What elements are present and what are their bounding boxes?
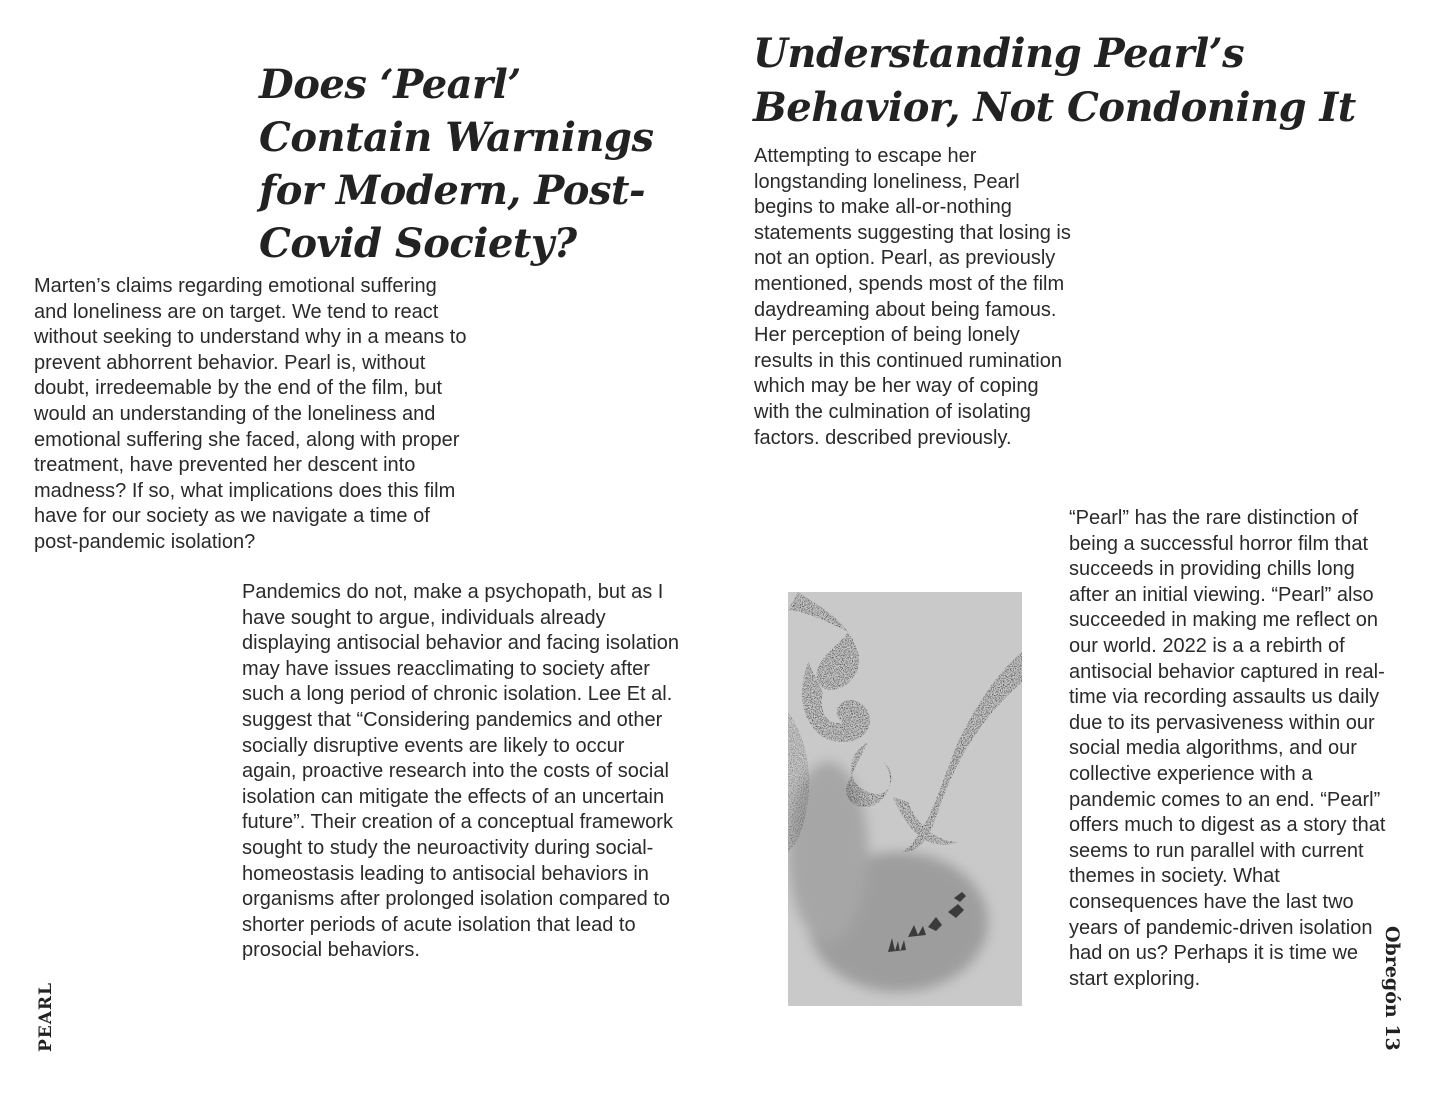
left-paragraph-1: Marten’s claims regarding emotional suffering and loneliness are on target. We tend to react without seeking to understand why in a means to prevent abhorrent behavior. Pearl is, without doubt, irredeemable by the end of the film, but would an understanding of the loneliness and emotional suffering she faced, along with proper treatment, have prevented her descent into madness? If so, what implications does this film have for our society as we navigate a time of post-pandemic isolation?: [34, 275, 467, 553]
right-paragraph-1: Attempting to escape her longstanding loneliness, Pearl begins to make all-or-nothing statements suggesting that losing is not an option. Pearl, as previously mentioned, spends most of the film daydreaming about being famous. Her perception of being lonely results in this continued rumination which may be her way of coping with the culmination of isolating factors. described previously.: [754, 145, 1071, 449]
ribbon-illustration: [788, 592, 1022, 1006]
left-paragraph-2: Pandemics do not, make a psychopath, but as I have sought to argue, individuals already displaying antisocial behavior and facing isolation may have issues reacclimating to society after such a long period of chronic isolation. Lee Et al. suggest that “Considering pandemics and other socially disruptive events are likely to occur again, proactive research into the costs of social isolation can mitigate the effects of an uncertain future”. Their creation of a conceptual framework sought to study the neuroactivity during social-homeostasis leading to antisocial behaviors in organisms after prolonged isolation compared to shorter periods of acute isolation that lead to prosocial behaviors.: [242, 581, 679, 962]
left-page-heading: Does ‘Pearl’ Contain Warnings for Modern, Post-Covid Society?: [259, 61, 654, 267]
running-head-author-page: Obregón 13: [1381, 926, 1403, 1051]
right-page-heading: Understanding Pearl’s Behavior, Not Condoning It: [753, 30, 1356, 131]
right-paragraph-2: “Pearl” has the rare distinction of being a successful horror film that succeeds in providing chills long after an initial viewing. “Pearl” also succeeded in making me reflect on our world. 2022 is a a rebirth of antisocial behavior captured in real-time via recording assaults us daily due to its pervasiveness within our social media algorithms, and our collective experience with a pandemic comes to an end. “Pearl” offers much to digest as a story that seems to run parallel with current themes in society. What consequences have the last two years of pandemic-driven isolation had on us? Perhaps it is time we start exploring.: [1069, 507, 1386, 990]
running-head-title: PEARL: [36, 981, 56, 1052]
right-page: [720, 0, 1440, 1112]
